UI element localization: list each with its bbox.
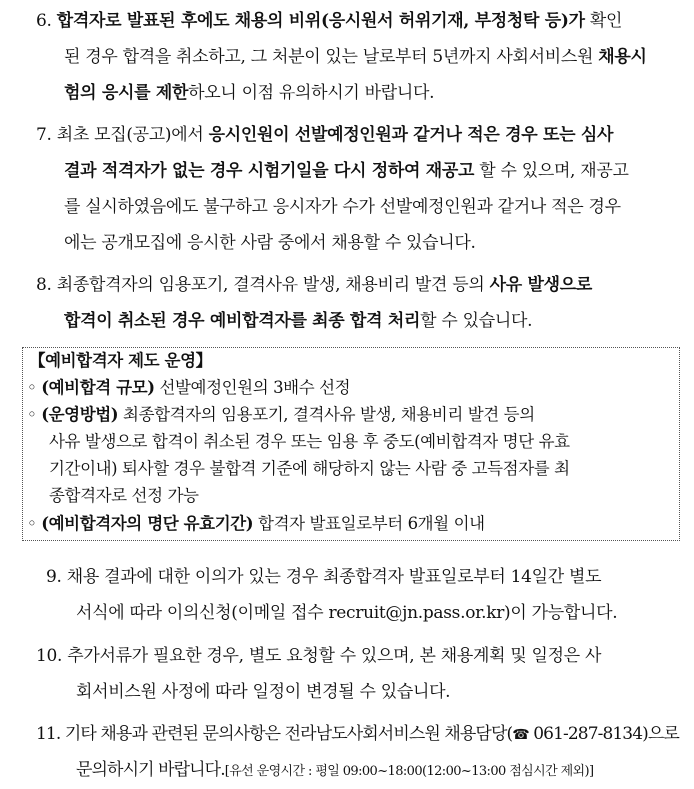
emphasis-text: 합격이 취소된 경우 예비합격자를 최종 합격 처리: [64, 311, 421, 331]
box-title: 【예비합격자 제도 운영】: [29, 351, 212, 370]
bullet-label: (예비합격자의 명단 유효기간): [41, 514, 254, 533]
emphasis-text: 결과 적격자가 없는 경우 시험기일을 다시 정하여 재공고: [64, 161, 475, 181]
item-6-line-1: [36, 10, 622, 32]
phone-icon: ☎: [512, 727, 529, 743]
body-text: 할 수 있으며, 재공고: [474, 161, 629, 181]
item-number: 10.: [36, 646, 63, 666]
item-7-line-1: [36, 124, 613, 146]
emphasis-text: 사유 발생으로: [489, 275, 592, 295]
bullet-icon: ◦: [27, 405, 37, 424]
emphasis-text: 합격자로 발표된 후에도 채용의 비위(응시원서 허위기재, 부정청탁 등)가: [56, 11, 585, 31]
item-9-line-1: [46, 566, 601, 588]
item-number: 11.: [36, 724, 61, 744]
body-text: 기타 채용과 관련된 문의사항은 전라남도사회서비스원 채용담당(: [64, 724, 513, 744]
bullet-text: 최종합격자의 임용포기, 결격사유 발생, 채용비리 발견 등의: [118, 405, 535, 424]
bullet-icon: ◦: [27, 514, 37, 533]
item-6-line-3: [64, 82, 434, 104]
box-bullet-1: [27, 377, 350, 399]
body-text: 061-287-8134)으로: [528, 724, 679, 744]
bullet-icon: ◦: [27, 378, 37, 397]
item-10-line-1: [36, 645, 601, 667]
box-bullet-3: [27, 513, 485, 535]
body-text: 하오니 이점 유의하시기 바랍니다.: [188, 83, 435, 103]
body-text: 된 경우 합격을 취소하고, 그 처분이 있는 날로부터 5년까지 사회서비스원: [64, 47, 599, 67]
item-10-line-2: 회서비스원 사정에 따라 일정이 변경될 수 있습니다.: [76, 682, 451, 702]
item-7-line-4: [64, 232, 476, 254]
box-bullet-2: [27, 404, 535, 426]
item-9-line-2: 서식에 따라 이의신청(이메일 접수 recruit@jn.pass.or.kr)이 가능합니다.: [76, 603, 618, 623]
body-text: 확인: [584, 11, 623, 31]
item-8-line-1: [36, 274, 592, 296]
body-text: 최종합격자의 임용포기, 결격사유 발생, 채용비리 발견 등의: [56, 275, 490, 295]
item-6-line-2: [64, 46, 647, 68]
bullet-label: (운영방법): [41, 405, 119, 424]
bullet-text: 합격자 발표일로부터 6개월 이내: [253, 514, 485, 533]
item-number: 8.: [36, 275, 52, 295]
body-text: 채용 결과에 대한 이의가 있는 경우 최종합격자 발표일로부터 14일간 별도: [66, 567, 602, 587]
item-number: 6.: [36, 11, 52, 31]
reserve-candidate-box: [22, 347, 680, 541]
bullet-label: (예비합격 규모): [41, 378, 155, 397]
item-11-line-2: [76, 759, 593, 783]
body-text: 최초 모집(공고)에서: [56, 125, 209, 145]
body-text: 를 실시하였음에도 불구하고 응시자가 수가 선발예정인원과 같거나 적은 경우: [64, 197, 621, 217]
box-bullet-2-line-3: 기간이내) 퇴사할 경우 불합격 기준에 해당하지 않는 사람 중 고득점자를 최: [49, 459, 570, 478]
box-bullet-2-line-4: 종합격자로 선정 가능: [49, 486, 199, 505]
item-number: 9.: [46, 567, 62, 587]
item-7-line-2: [64, 160, 629, 182]
emphasis-text: 채용시: [598, 47, 647, 67]
bullet-text: 선발예정인원의 3배수 선정: [154, 378, 351, 397]
item-11-line-1: [36, 723, 679, 746]
item-7-line-3: [64, 196, 621, 218]
item-number: 7.: [36, 125, 52, 145]
box-bullet-2-line-2: 사유 발생으로 합격이 취소된 경우 또는 임용 후 중도(예비합격자 명단 유효: [49, 432, 570, 451]
body-text: 할 수 있습니다.: [420, 311, 533, 331]
body-text: 문의하시기 바랍니다.: [76, 760, 225, 780]
emphasis-text: 응시인원이 선발예정인원과 같거나 적은 경우 또는 심사: [208, 125, 614, 145]
hours-note: [유선 운영시간 : 평일 09:00~18:00(12:00~13:00 점심시간 제외)]: [224, 764, 594, 779]
emphasis-text: 험의 응시를 제한: [64, 83, 189, 103]
item-8-line-2: [64, 310, 532, 332]
body-text: 에는 공개모집에 응시한 사람 중에서 채용할 수 있습니다.: [64, 233, 476, 253]
body-text: 추가서류가 필요한 경우, 별도 요청할 수 있으며, 본 채용계획 및 일정은 사: [67, 646, 602, 666]
